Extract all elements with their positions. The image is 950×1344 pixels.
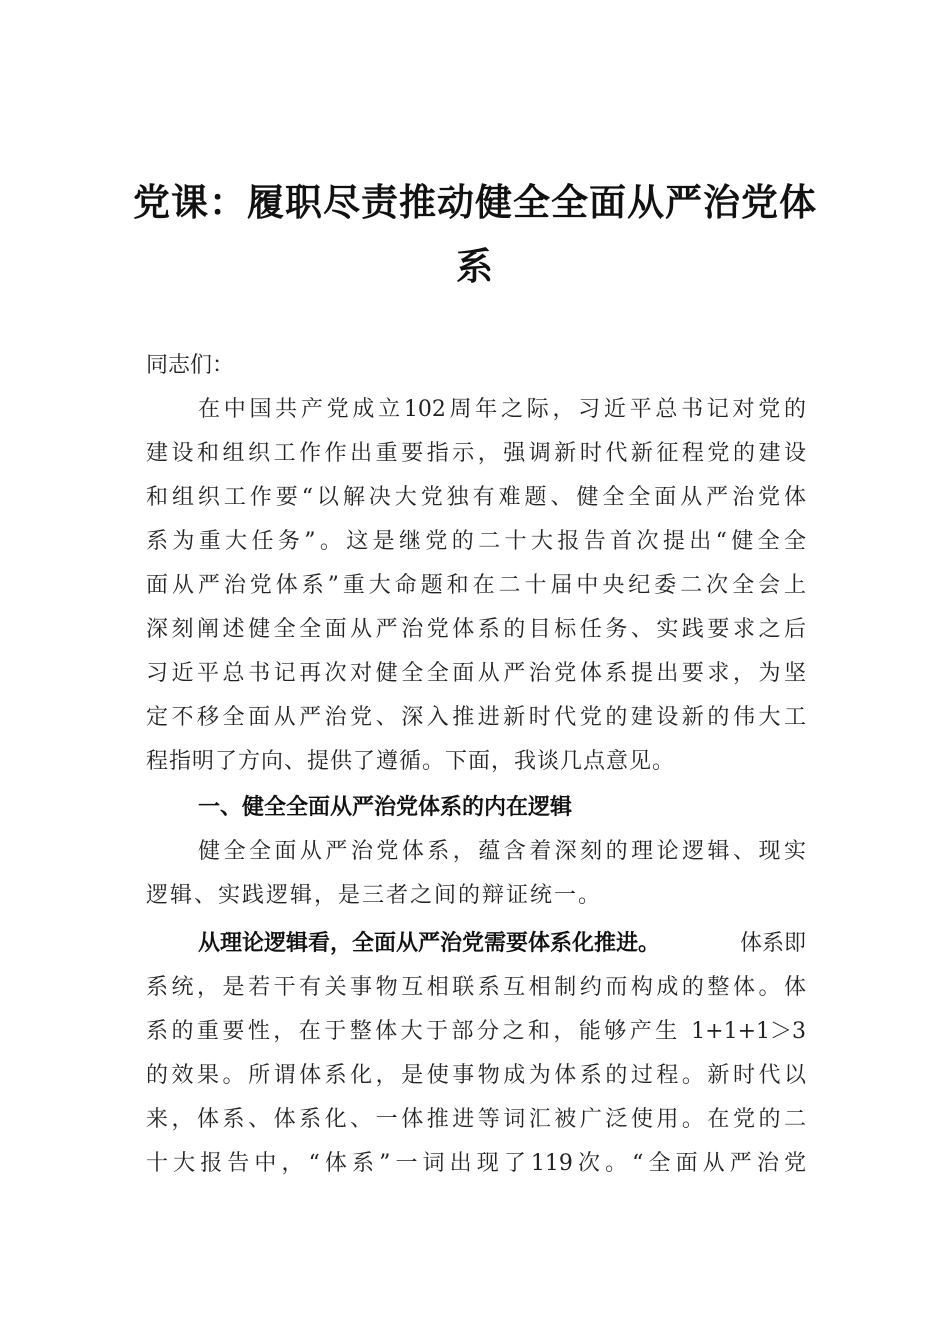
intro-line: 系为重大任务”。这是继党的二十大报告首次提出“健全全 bbox=[146, 529, 806, 554]
document-title-line-2: 系 bbox=[456, 244, 494, 288]
paragraph-line: 十大报告中，“体系”一词出现了119次。“全面从严治党 bbox=[146, 1151, 806, 1176]
salutation: 同志们： bbox=[146, 353, 235, 378]
intro-line: 在中国共产党成立102周年之际，习近平总书记对党的 bbox=[198, 397, 806, 422]
intro-line: 定不移全面从严治党、深入推进新时代党的建设新的伟大工 bbox=[146, 705, 806, 730]
paragraph-line: 健全全面从严治党体系，蕴含着深刻的理论逻辑、现实 bbox=[198, 839, 806, 864]
intro-line: 深刻阐述健全全面从严治党体系的目标任务、实践要求之后 bbox=[146, 617, 806, 642]
intro-line: 建设和组织工作作出重要指示，强调新时代新征程党的建设 bbox=[146, 441, 806, 466]
paragraph-line: 来，体系、体系化、一体推进等词汇被广泛使用。在党的二 bbox=[146, 1107, 806, 1132]
paragraph-text: 体系即 bbox=[739, 931, 806, 956]
paragraph-line: 系的重要性，在于整体大于部分之和，能够产生 1+1+1＞3 bbox=[146, 1019, 806, 1044]
paragraph-line: 系统，是若干有关事物互相联系互相制约而构成的整体。体 bbox=[146, 975, 806, 1000]
paragraph-first-line bbox=[198, 926, 806, 957]
paragraph-line: 的效果。所谓体系化，是使事物成为体系的过程。新时代以 bbox=[146, 1063, 806, 1088]
bold-lead-sentence: 从理论逻辑看，全面从严治党需要体系化推进。 bbox=[198, 930, 661, 956]
document-title-line-1: 党课：履职尽责推动健全全面从严治党体 bbox=[133, 180, 817, 224]
section-heading: 一、健全全面从严治党体系的内在逻辑 bbox=[198, 795, 573, 820]
intro-line: 面从严治党体系”重大命题和在二十届中央纪委二次全会上 bbox=[146, 573, 806, 598]
paragraph-line: 逻辑、实践逻辑，是三者之间的辩证统一。 bbox=[146, 883, 603, 908]
intro-line: 习近平总书记再次对健全全面从严治党体系提出要求，为坚 bbox=[146, 661, 806, 686]
intro-line: 程指明了方向、提供了遵循。下面，我谈几点意见。 bbox=[146, 749, 676, 774]
intro-line: 和组织工作要“以解决大党独有难题、健全全面从严治党体 bbox=[146, 485, 806, 510]
